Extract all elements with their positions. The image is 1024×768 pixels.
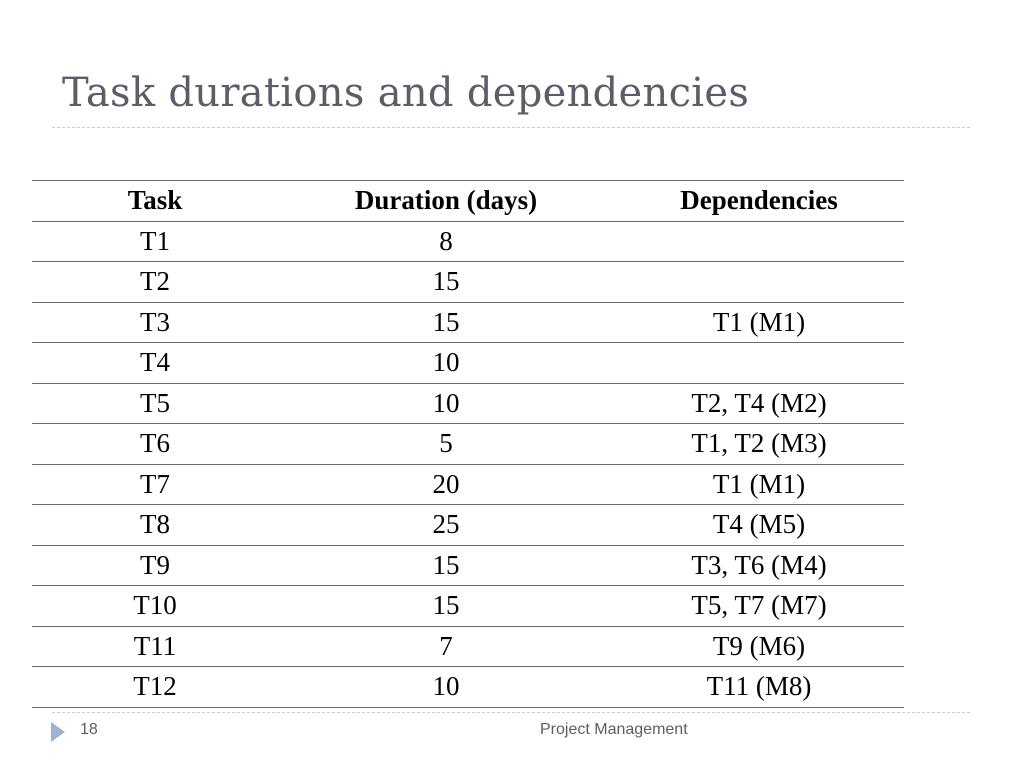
dependencies-cell: T4 (M5) (614, 505, 904, 546)
table-row (32, 545, 904, 586)
table-row (32, 586, 904, 627)
table-row (32, 262, 904, 303)
dependencies-cell (614, 343, 904, 384)
task-cell: T2 (32, 262, 278, 303)
table-body (32, 221, 904, 707)
task-cell: T12 (32, 667, 278, 708)
dependencies-cell (614, 221, 904, 262)
header-task: Task (32, 181, 278, 222)
task-cell: T7 (32, 464, 278, 505)
task-cell: T8 (32, 505, 278, 546)
table-row (32, 343, 904, 384)
table-row (32, 667, 904, 708)
table-row (32, 464, 904, 505)
task-cell: T10 (32, 586, 278, 627)
footer-title: Project Management (540, 721, 688, 738)
title-divider (52, 127, 970, 128)
duration-cell: 25 (278, 505, 614, 546)
page-number: 18 (80, 721, 98, 738)
table-row (32, 221, 904, 262)
dependencies-cell: T5, T7 (M7) (614, 586, 904, 627)
dependencies-cell: T3, T6 (M4) (614, 545, 904, 586)
table-row (32, 383, 904, 424)
duration-cell: 10 (278, 343, 614, 384)
header-duration: Duration (days) (278, 181, 614, 222)
duration-cell: 10 (278, 383, 614, 424)
header-dependencies: Dependencies (614, 181, 904, 222)
slide-title: Task durations and dependencies (62, 70, 750, 116)
duration-cell: 7 (278, 626, 614, 667)
table-row (32, 505, 904, 546)
task-cell: T9 (32, 545, 278, 586)
duration-cell: 15 (278, 262, 614, 303)
table-row (32, 626, 904, 667)
task-cell: T11 (32, 626, 278, 667)
task-cell: T3 (32, 302, 278, 343)
task-table (32, 180, 904, 708)
dependencies-cell: T9 (M6) (614, 626, 904, 667)
dependencies-cell: T1 (M1) (614, 302, 904, 343)
duration-cell: 8 (278, 221, 614, 262)
dependencies-cell: T11 (M8) (614, 667, 904, 708)
task-cell: T4 (32, 343, 278, 384)
task-cell: T6 (32, 424, 278, 465)
duration-cell: 15 (278, 545, 614, 586)
footer-arrow-icon (51, 722, 65, 742)
duration-cell: 15 (278, 302, 614, 343)
table-row (32, 302, 904, 343)
table-header-row (32, 181, 904, 222)
duration-cell: 5 (278, 424, 614, 465)
dependencies-cell: T1, T2 (M3) (614, 424, 904, 465)
dependencies-cell: T1 (M1) (614, 464, 904, 505)
dependencies-cell (614, 262, 904, 303)
duration-cell: 15 (278, 586, 614, 627)
task-cell: T1 (32, 221, 278, 262)
footer-divider (52, 712, 970, 713)
duration-cell: 10 (278, 667, 614, 708)
dependencies-cell: T2, T4 (M2) (614, 383, 904, 424)
duration-cell: 20 (278, 464, 614, 505)
task-cell: T5 (32, 383, 278, 424)
table-row (32, 424, 904, 465)
